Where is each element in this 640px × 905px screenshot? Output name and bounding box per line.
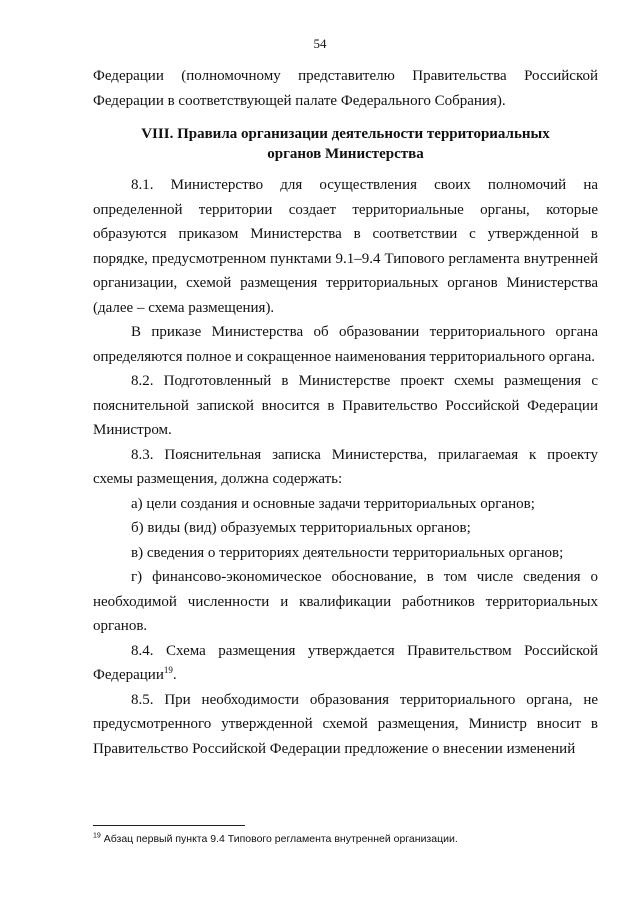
paragraph-8-4 (93, 639, 598, 688)
paragraph-continuation: Федерации (полномочному представителю Правительства Российской Федерации в соответствующей палате Федерального Собрания). (93, 68, 598, 109)
paragraph-order: В приказе Министерства об образовании территориального органа определяются полное и сокращенное наименования территориального органа. (93, 324, 598, 365)
section-heading-line-2: органов Министерства (267, 146, 424, 162)
paragraph-8-4-text: 8.4. Схема размещения утверждается Правительством Российской Федерации (93, 642, 598, 683)
paragraph-8-5: 8.5. При необходимости образования территориального органа, не предусмотренного утвержденной схемой размещения, Министр вносит в Правительство Российской Федерации предложение о внесении изменений (93, 691, 598, 757)
section-heading-line-1: VIII. Правила организации деятельности территориальных (141, 126, 550, 142)
footnote-number: 19 (93, 832, 101, 840)
footnote-text: Абзац первый пункта 9.4 Типового регламента внутренней организации. (100, 833, 458, 845)
paragraph-8-2: 8.2. Подготовленный в Министерстве проект схемы размещения с пояснительной запиской вносится в Правительство Российской Федерации Министром. (93, 373, 598, 438)
footnote (93, 832, 598, 846)
section-heading (93, 124, 598, 164)
list-item-g: г) финансово-экономическое обоснование, в том числе сведения о необходимой численности и квалификации работников территориальных органов. (93, 569, 598, 634)
page-number: 54 (313, 36, 327, 51)
list-item-a: а) цели создания и основные задачи территориальных органов; (131, 495, 535, 512)
paragraph-8-4-tail: . (172, 667, 177, 683)
footnote-reference[interactable]: 19 (163, 665, 173, 675)
paragraph-8-3: 8.3. Пояснительная записка Министерства, прилагаемая к проекту схемы размещения, должна содержать: (93, 446, 598, 487)
list-item-v: в) сведения о территориях деятельности территориальных органов; (131, 544, 564, 561)
document-body (93, 64, 598, 761)
list-item-b: б) виды (вид) образуемых территориальных органов; (131, 520, 471, 536)
footnote-separator (93, 825, 245, 826)
paragraph-8-1: 8.1. Министерство для осуществления своих полномочий на определенной территории создает территориальные органы, которые образуются приказом Министерства в соответствии с утвержденной в порядке, предусмотренном пунктами 9.1–9.4 Типового регламента внутренней организации, схемой размещения территориальных органов Министерства (далее – схема размещения). (93, 177, 598, 316)
